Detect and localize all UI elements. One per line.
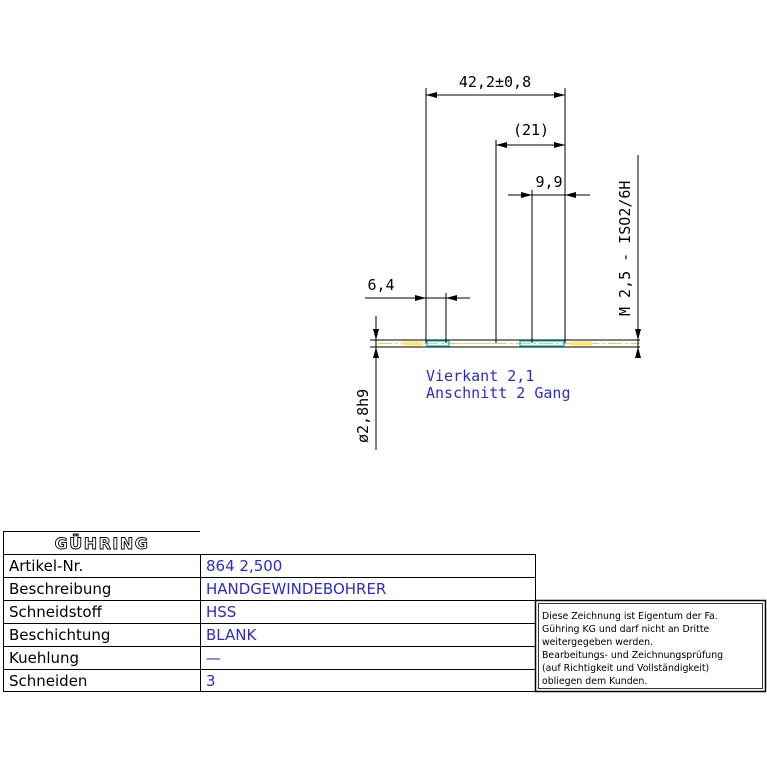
value-beschichtung: BLANK xyxy=(206,626,257,644)
dimension-total-length xyxy=(426,73,565,98)
value-schneiden: 3 xyxy=(206,672,216,690)
dimension-shank-diameter xyxy=(354,316,379,450)
dimension-flute-length xyxy=(496,121,565,148)
value-schneidstoff: HSS xyxy=(206,603,237,621)
square-length-label: 6,4 xyxy=(367,276,395,294)
dimension-square-length xyxy=(365,276,470,301)
disclaimer-box xyxy=(542,611,723,687)
label-schneiden: Schneiden xyxy=(9,672,88,690)
note-square: Vierkant 2,1 xyxy=(426,367,535,385)
total-length-label: 42,2±0,8 xyxy=(458,73,532,91)
logo-row-mask xyxy=(200,531,536,554)
disclaimer-line: obliegen dem Kunden. xyxy=(542,676,648,687)
disclaimer-line: weitergegeben werden. xyxy=(542,637,654,648)
value-beschreibung: HANDGEWINDEBOHRER xyxy=(206,580,387,598)
label-beschichtung: Beschichtung xyxy=(9,626,111,644)
guehring-logo: GÜHRING xyxy=(54,534,150,553)
disclaimer-line: Diese Zeichnung ist Eigentum der Fa. xyxy=(542,611,718,622)
thread-length-label: 9,9 xyxy=(535,173,563,191)
label-schneidstoff: Schneidstoff xyxy=(9,603,102,621)
dimension-thread-spec xyxy=(616,155,641,358)
flute-length-label: (21) xyxy=(512,121,550,139)
shank-diameter-label: ø2,8h9 xyxy=(354,388,372,443)
value-artikel-nr: 864 2,500 xyxy=(206,557,283,575)
thread-spec-label: M 2,5 - ISO2/6H xyxy=(616,180,634,316)
disclaimer-line: Bearbeitungs- und Zeichnungsprüfung xyxy=(542,650,724,661)
disclaimer-line: Gühring KG und darf nicht an Dritte xyxy=(542,624,710,635)
value-kuehlung: — xyxy=(206,649,221,667)
disclaimer-line: (auf Richtigkeit und Vollständigkeit) xyxy=(542,663,710,674)
label-kuehlung: Kuehlung xyxy=(9,649,80,667)
label-beschreibung: Beschreibung xyxy=(9,580,112,598)
note-chamfer: Anschnitt 2 Gang xyxy=(426,384,571,402)
label-artikel-nr: Artikel-Nr. xyxy=(9,557,84,575)
dimension-thread-length xyxy=(508,173,590,198)
